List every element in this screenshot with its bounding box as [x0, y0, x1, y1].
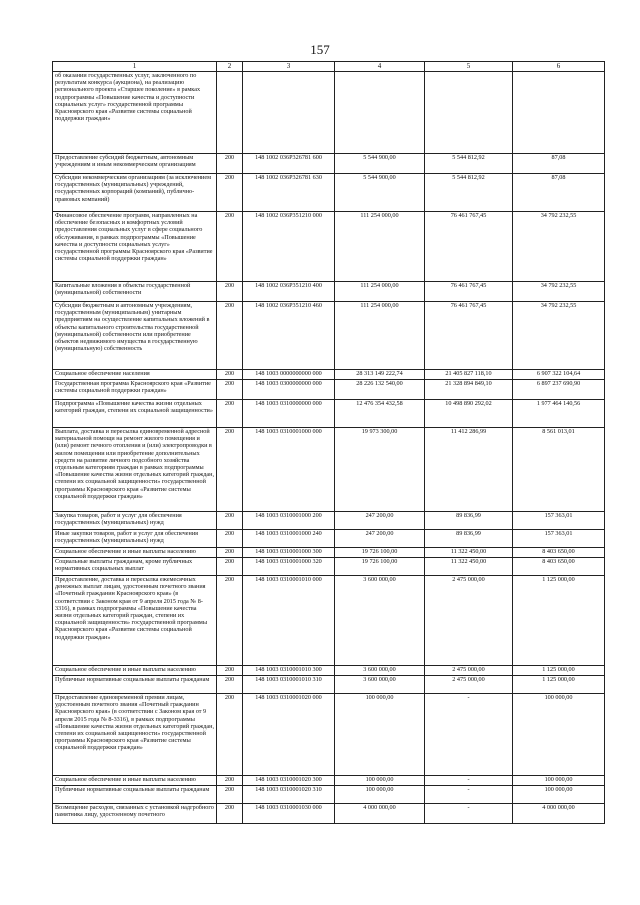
- row-fact: 21 405 827 118,10: [425, 370, 513, 380]
- row-name: Закупка товаров, работ и услуг для обеспечения государственных (муниципальных) нужд: [53, 512, 217, 530]
- table-row: [53, 676, 605, 694]
- row-fact: 89 836,99: [425, 530, 513, 548]
- table-row: [53, 786, 605, 804]
- column-header: 5: [425, 62, 513, 72]
- row-fact: [425, 72, 513, 154]
- row-name: Социальные выплаты гражданам, кроме публичных нормативных социальных выплат: [53, 558, 217, 576]
- row-kcsr: 148 1003 0310001000 200: [243, 512, 335, 530]
- row-plan: 19 973 300,00: [335, 428, 425, 512]
- row-rest: 100 000,00: [513, 786, 605, 804]
- row-kcsr: 148 1002 036P351210 400: [243, 282, 335, 302]
- row-plan: [335, 72, 425, 154]
- row-code: 200: [217, 512, 243, 530]
- row-plan: 5 544 900,00: [335, 174, 425, 212]
- row-rest: 8 561 013,01: [513, 428, 605, 512]
- row-plan: 3 600 000,00: [335, 676, 425, 694]
- row-kcsr: 148 1003 0310001020 000: [243, 694, 335, 776]
- table-row: [53, 370, 605, 380]
- row-plan: 111 254 000,00: [335, 212, 425, 282]
- table-row: [53, 154, 605, 174]
- row-plan: 12 476 354 432,58: [335, 400, 425, 428]
- row-fact: 5 544 812,92: [425, 174, 513, 212]
- row-code: 200: [217, 212, 243, 282]
- row-kcsr: 148 1003 0310001000 300: [243, 548, 335, 558]
- row-rest: 100 000,00: [513, 776, 605, 786]
- page-number: 157: [310, 42, 330, 57]
- row-rest: 34 792 232,55: [513, 282, 605, 302]
- table-row: [53, 212, 605, 282]
- row-code: 200: [217, 558, 243, 576]
- table-row: [53, 400, 605, 428]
- row-plan: 4 000 000,00: [335, 804, 425, 824]
- row-fact: 2 475 000,00: [425, 576, 513, 666]
- row-plan: 100 000,00: [335, 786, 425, 804]
- row-rest: 1 125 000,00: [513, 576, 605, 666]
- row-kcsr: 148 1003 0300000000 000: [243, 380, 335, 400]
- row-name: Финансовое обеспечение программ, направленных на обеспечение безопасных и комфортных условий предоставления социальных услуг в сфере социального обслуживания, в рамках подпрограммы «Повышение качества и доступности социальных услуг» государственной программы Красноярского края «Развитие системы социальной поддержки граждан»: [53, 212, 217, 282]
- row-fact: 11 322 450,00: [425, 558, 513, 576]
- row-name: Капитальные вложения в объекты государственной (муниципальной) собственности: [53, 282, 217, 302]
- row-plan: 28 313 149 222,74: [335, 370, 425, 380]
- row-code: [217, 72, 243, 154]
- row-rest: 6 897 237 690,90: [513, 380, 605, 400]
- row-name: Субсидии бюджетным и автономным учреждениям, государственным (муниципальным) унитарным предприятиям на осуществление капитальных вложений в объекты капитального строительства государственной (муниципальной) собственности или приобретение объектов недвижимого имущества в государственную (муниципальную) собственность: [53, 302, 217, 370]
- table-row: [53, 72, 605, 154]
- row-kcsr: 148 1003 0310001000 240: [243, 530, 335, 548]
- row-plan: 28 226 132 540,00: [335, 380, 425, 400]
- row-rest: 87,08: [513, 154, 605, 174]
- row-kcsr: 148 1002 036P326781 630: [243, 174, 335, 212]
- row-name: Предоставление единовременной премии лицам, удостоенным почетного звания «Почетный гражданин Красноярского края» (в соответствии с Законом края от 9 апреля 2015 года № 8-3316), в рамках подпрограммы «Повышение качества жизни отдельных категорий граждан, степени их социальной защищенности» государственной программы Красноярского края «Развитие системы социальной поддержки граждан»: [53, 694, 217, 776]
- budget-execution-table: [52, 61, 605, 824]
- table-row: [53, 666, 605, 676]
- row-kcsr: 148 1003 0310001000 000: [243, 428, 335, 512]
- row-rest: 34 792 232,55: [513, 212, 605, 282]
- row-rest: 157 363,01: [513, 530, 605, 548]
- row-code: 200: [217, 302, 243, 370]
- row-code: 200: [217, 370, 243, 380]
- row-code: 200: [217, 428, 243, 512]
- table-row: [53, 576, 605, 666]
- row-code: 200: [217, 380, 243, 400]
- row-rest: 34 792 232,55: [513, 302, 605, 370]
- row-rest: 8 403 650,00: [513, 548, 605, 558]
- row-code: 200: [217, 174, 243, 212]
- row-kcsr: 148 1003 0310001020 310: [243, 786, 335, 804]
- column-header: 1: [53, 62, 217, 72]
- row-plan: 3 600 000,00: [335, 576, 425, 666]
- row-rest: 1 125 000,00: [513, 676, 605, 694]
- column-header: 3: [243, 62, 335, 72]
- row-fact: 2 475 000,00: [425, 666, 513, 676]
- row-kcsr: 148 1002 036P351210 460: [243, 302, 335, 370]
- table-row: [53, 380, 605, 400]
- row-rest: 87,08: [513, 174, 605, 212]
- row-plan: 100 000,00: [335, 776, 425, 786]
- table-row: [53, 804, 605, 824]
- row-kcsr: 148 1003 0310001020 300: [243, 776, 335, 786]
- row-name: Субсидии некоммерческим организациям (за исключением государственных (муниципальных) учреждений, государственных корпораций (компаний), публично-правовых компаний): [53, 174, 217, 212]
- row-plan: 3 600 000,00: [335, 666, 425, 676]
- row-fact: 21 328 894 849,10: [425, 380, 513, 400]
- row-fact: -: [425, 776, 513, 786]
- row-rest: 6 907 322 104,64: [513, 370, 605, 380]
- row-plan: 247 200,00: [335, 512, 425, 530]
- row-code: 200: [217, 804, 243, 824]
- row-name: Иные закупки товаров, работ и услуг для обеспечения государственных (муниципальных) нужд: [53, 530, 217, 548]
- column-header: 6: [513, 62, 605, 72]
- row-plan: 111 254 000,00: [335, 282, 425, 302]
- row-kcsr: 148 1003 0310001000 320: [243, 558, 335, 576]
- row-name: Публичные нормативные социальные выплаты гражданам: [53, 786, 217, 804]
- table-row: [53, 530, 605, 548]
- row-rest: 100 000,00: [513, 694, 605, 776]
- row-name: Подпрограмма «Повышение качества жизни отдельных категорий граждан, степени их социальной защищенности»: [53, 400, 217, 428]
- table-row: [53, 776, 605, 786]
- row-plan: 19 726 100,00: [335, 558, 425, 576]
- row-kcsr: 148 1002 036P326781 600: [243, 154, 335, 174]
- row-name: об оказании государственных услуг, заключенного по результатам конкурса (аукциона), на реализацию регионального проекта «Старшее поколение» в рамках подпрограммы «Повышение качества и доступности социальных услуг» государственной программы Красноярского края «Развитие системы социальной поддержки граждан»: [53, 72, 217, 154]
- row-kcsr: [243, 72, 335, 154]
- row-fact: -: [425, 804, 513, 824]
- table-row: [53, 694, 605, 776]
- row-kcsr: 148 1003 0310001010 300: [243, 666, 335, 676]
- row-code: 200: [217, 666, 243, 676]
- row-kcsr: 148 1003 0000000000 000: [243, 370, 335, 380]
- row-code: 200: [217, 786, 243, 804]
- table-row: [53, 512, 605, 530]
- row-fact: -: [425, 694, 513, 776]
- row-name: Социальное обеспечение населения: [53, 370, 217, 380]
- row-code: 200: [217, 694, 243, 776]
- row-code: 200: [217, 548, 243, 558]
- row-fact: -: [425, 786, 513, 804]
- row-plan: 5 544 900,00: [335, 154, 425, 174]
- row-fact: 11 322 450,00: [425, 548, 513, 558]
- row-code: 200: [217, 282, 243, 302]
- row-rest: [513, 72, 605, 154]
- row-plan: 100 000,00: [335, 694, 425, 776]
- row-code: 200: [217, 154, 243, 174]
- table-row: [53, 428, 605, 512]
- row-code: 200: [217, 400, 243, 428]
- header-row: [53, 62, 605, 72]
- row-kcsr: 148 1003 0310001010 000: [243, 576, 335, 666]
- row-rest: 1 125 000,00: [513, 666, 605, 676]
- row-code: 200: [217, 576, 243, 666]
- table-body: [53, 72, 605, 824]
- row-code: 200: [217, 530, 243, 548]
- column-header: 4: [335, 62, 425, 72]
- row-name: Государственная программа Красноярского края «Развитие системы социальной поддержки граждан»: [53, 380, 217, 400]
- row-fact: 5 544 812,92: [425, 154, 513, 174]
- row-fact: 76 461 767,45: [425, 302, 513, 370]
- row-name: Возмещение расходов, связанных с установкой надгробного памятника лицу, удостоенному почетного: [53, 804, 217, 824]
- table-row: [53, 558, 605, 576]
- row-fact: 2 475 000,00: [425, 676, 513, 694]
- row-plan: 111 254 000,00: [335, 302, 425, 370]
- row-rest: 157 363,01: [513, 512, 605, 530]
- row-code: 200: [217, 776, 243, 786]
- table-row: [53, 548, 605, 558]
- row-plan: 19 726 100,00: [335, 548, 425, 558]
- row-rest: 4 000 000,00: [513, 804, 605, 824]
- row-fact: 76 461 767,45: [425, 282, 513, 302]
- row-kcsr: 148 1003 0310000000 000: [243, 400, 335, 428]
- table-row: [53, 174, 605, 212]
- row-fact: 76 461 767,45: [425, 212, 513, 282]
- row-fact: 10 498 890 292,02: [425, 400, 513, 428]
- row-kcsr: 148 1003 0310001010 310: [243, 676, 335, 694]
- row-name: Предоставление, доставка и пересылка ежемесячных денежных выплат лицам, удостоенным почетного звания «Почетный гражданин Красноярского края» (в соответствии с Законом края от 9 апреля 2015 года № 8-3316), в рамках подпрограммы «Повышение качества жизни отдельных категорий граждан, степени их социальной защищенности» государственной программы Красноярского края «Развитие системы социальной поддержки граждан»: [53, 576, 217, 666]
- column-header: 2: [217, 62, 243, 72]
- row-name: Социальное обеспечение и иные выплаты населению: [53, 548, 217, 558]
- row-rest: 1 977 464 140,56: [513, 400, 605, 428]
- row-kcsr: 148 1003 0310001030 000: [243, 804, 335, 824]
- row-code: 200: [217, 676, 243, 694]
- row-name: Социальное обеспечение и иные выплаты населению: [53, 666, 217, 676]
- row-name: Публичные нормативные социальные выплаты гражданам: [53, 676, 217, 694]
- row-fact: 11 412 286,99: [425, 428, 513, 512]
- table-row: [53, 302, 605, 370]
- row-rest: 8 403 650,00: [513, 558, 605, 576]
- row-name: Социальное обеспечение и иные выплаты населению: [53, 776, 217, 786]
- table-row: [53, 282, 605, 302]
- row-kcsr: 148 1002 036P351210 000: [243, 212, 335, 282]
- row-fact: 89 836,99: [425, 512, 513, 530]
- row-name: Предоставление субсидий бюджетным, автономным учреждениям и иным некоммерческим организациям: [53, 154, 217, 174]
- row-name: Выплата, доставка и пересылка единовременной адресной материальной помощи на ремонт жилого помещения и (или) ремонт печного отопления и (или) электропроводки в жилом помещении или приобретение дополнительных средств на развитие личного подсобного хозяйства отдельным категориям граждан в рамках подпрограммы «Повышение качества жизни отдельных категорий граждан, степени их социальной защищенности» государственной программы Красноярского края «Развитие системы социальной поддержки граждан»: [53, 428, 217, 512]
- row-plan: 247 200,00: [335, 530, 425, 548]
